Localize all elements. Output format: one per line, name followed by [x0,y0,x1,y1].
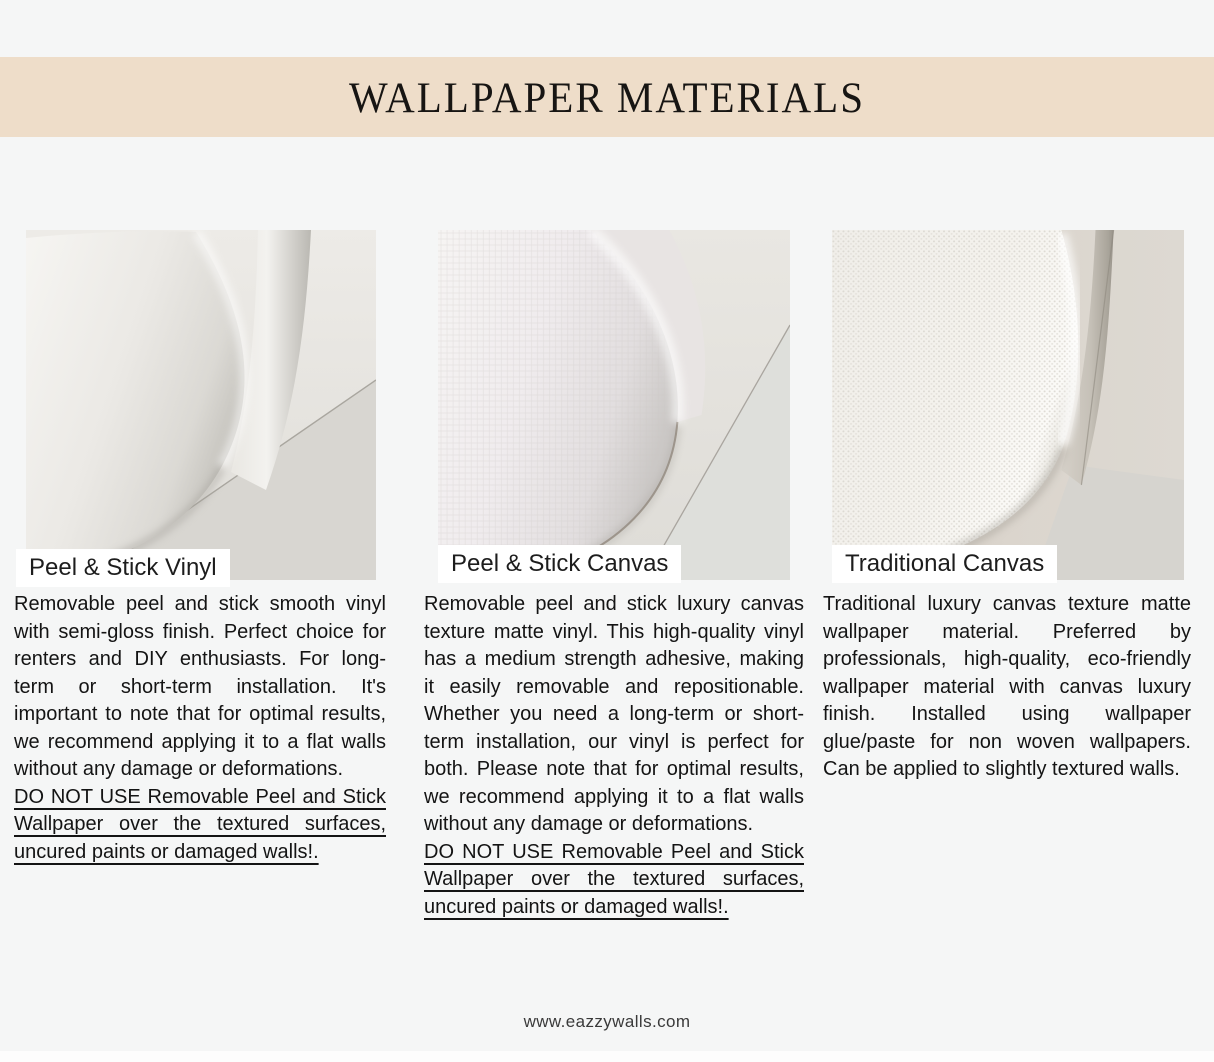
website-url: www.eazzywalls.com [523,1012,691,1031]
peel-stick-canvas-image [438,230,790,580]
material-description-block [823,591,1191,784]
header-banner [0,57,1214,137]
material-description: Removable peel and stick luxury canvas texture matte vinyl. This high-quality vinyl has a medium strength adhesive, making it easily removable and repositionable. Whether you need a long-term or short-term installation, our vinyl is perfect for both. Please note that for optimal results, we recommend applying it to a flat walls without any damage or deformations. [424,593,804,835]
material-warning: DO NOT USE Removable Peel and Stick Wallpaper over the textured surfaces, uncured paints or damaged walls!. [424,840,804,918]
bottom-strip [0,1051,1214,1062]
material-warning: DO NOT USE Removable Peel and Stick Wallpaper over the textured surfaces, uncured paints or damaged walls!. [14,785,386,863]
footer [0,1012,1214,1032]
peel-stick-vinyl-image [26,230,376,580]
traditional-canvas-image [832,230,1184,580]
page-title: WALLPAPER MATERIALS [348,72,865,122]
material-description-block [14,591,386,866]
material-name-label: Peel & Stick Vinyl [16,549,230,587]
material-description: Removable peel and stick smooth vinyl with semi-gloss finish. Perfect choice for renters and DIY enthusiasts. For long-term or short-term installation. It's important to note that for optimal results, we recommend applying it to a flat walls without any damage or deformations. [14,593,386,780]
material-name-label: Traditional Canvas [832,545,1057,583]
material-name-label: Peel & Stick Canvas [438,545,681,583]
material-description: Traditional luxury canvas texture matte wallpaper material. Preferred by professionals, high-quality, eco-friendly wallpaper material with canvas luxury finish. Installed using wallpaper glue/paste for non woven wallpapers. Can be applied to slightly textured walls. [823,593,1191,780]
material-description-block [424,591,804,921]
